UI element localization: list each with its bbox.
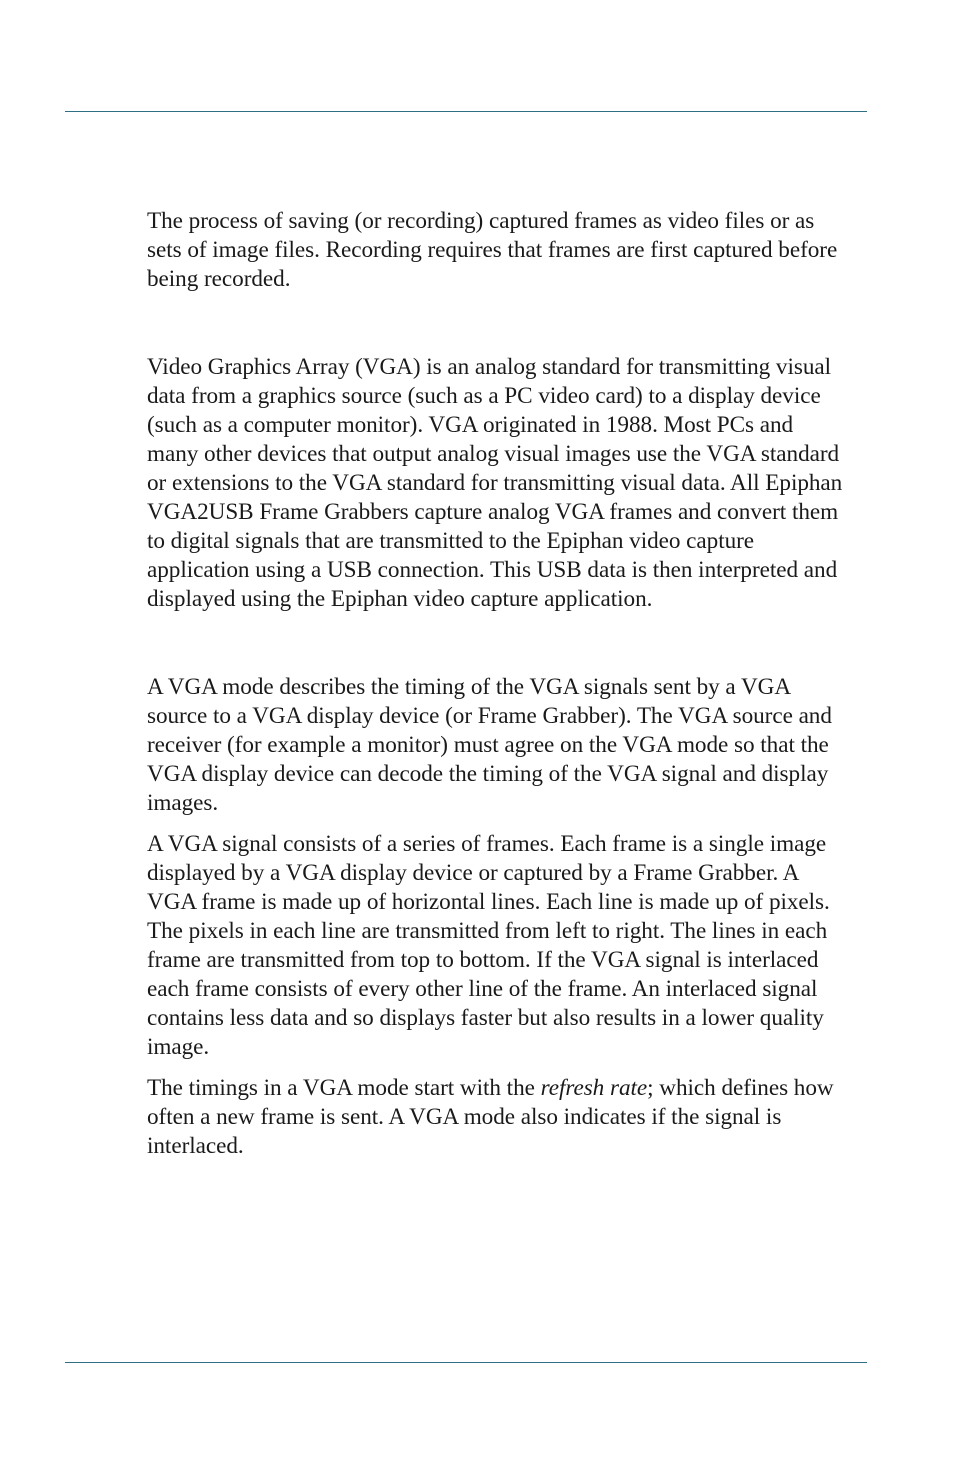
paragraph-recording-definition: The process of saving (or recording) captured frames as video files or as sets of image files. Recording requires that frames are first captured before being recorded. bbox=[147, 208, 838, 292]
document-body bbox=[147, 207, 847, 1161]
paragraph-vga-definition: Video Graphics Array (VGA) is an analog standard for transmitting visual data from a graphics source (such as a PC video card) to a display device (such as a computer monitor). VGA originated in 1988. Most PCs and many other devices that output analog visual images use the VGA standard or extensions to the VGA standard for transmitting visual data. All Epiphan VGA2USB Frame Grabbers capture analog VGA frames and convert them to digital signals that are transmitted to the Epiphan video capture application using a USB connection. This USB data is then interpreted and displayed using the Epiphan video capture application. bbox=[147, 354, 843, 612]
refresh-rate-term: refresh rate bbox=[540, 1075, 648, 1101]
paragraph-vga-signal: A VGA signal consists of a series of frames. Each frame is a single image displayed by a VGA display device or captured by a Frame Grabber. A VGA frame is made up of horizontal lines. Each line is made up of pixels. The pixels in each line are transmitted from left to right. The lines in each frame are transmitted from top to bottom. If the VGA signal is interlaced each frame consists of every other line of the frame. An interlaced signal contains less data and so displays faster but also results in a lower quality image. bbox=[147, 831, 830, 1060]
paragraph-vga-mode-definition: A VGA mode describes the timing of the VGA signals sent by a VGA source to a VGA display device (or Frame Grabber). The VGA source and receiver (for example a monitor) must agree on the VGA mode so that the VGA display device can decode the timing of the VGA signal and display images. bbox=[147, 674, 832, 816]
refresh-text-after: ; which defines how often a new frame is sent. A VGA mode also indicates if the signal is interlaced. bbox=[147, 1075, 834, 1159]
paragraph-refresh-rate bbox=[147, 1074, 847, 1161]
footer-rule bbox=[65, 1362, 867, 1363]
section-vga bbox=[147, 353, 847, 614]
section-recording bbox=[147, 207, 847, 294]
section-vga-mode bbox=[147, 673, 847, 1161]
refresh-text-before: The timings in a VGA mode start with the bbox=[147, 1075, 541, 1101]
header-rule bbox=[65, 111, 867, 112]
